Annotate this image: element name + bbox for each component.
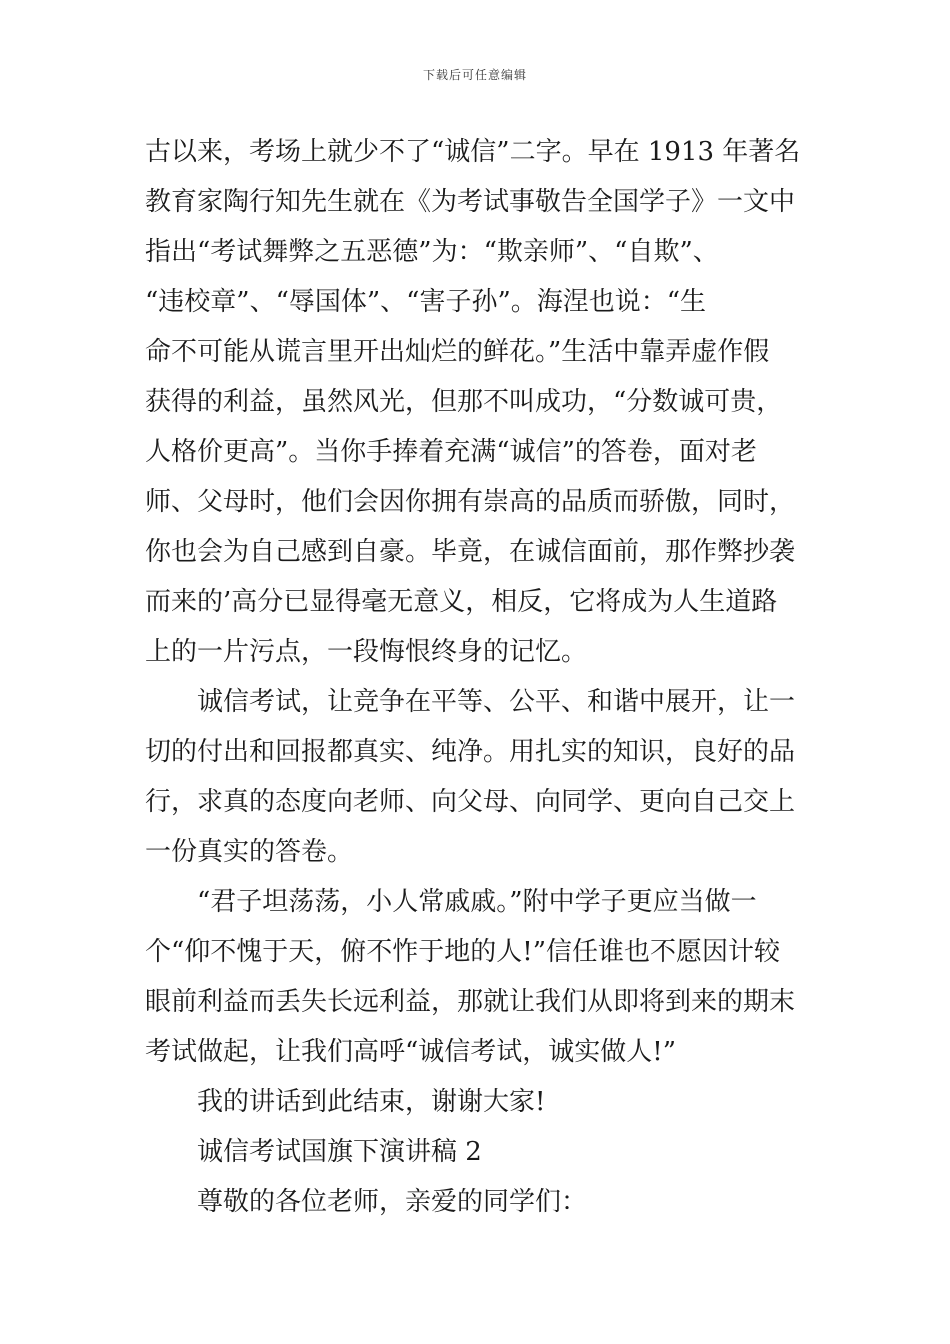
text-line: 师、父母时，他们会因你拥有崇高的品质而骄傲，同时， bbox=[145, 487, 796, 517]
text-line: 切的付出和回报都真实、纯净。用扎实的知识，良好的品 bbox=[145, 737, 796, 767]
text-line: 获得的利益，虽然风光，但那不叫成功，“分数诚可贵， bbox=[145, 387, 783, 417]
document-body bbox=[145, 127, 807, 1227]
paragraph-2 bbox=[145, 677, 807, 877]
text-line: 我的讲话到此结束，谢谢大家! bbox=[197, 1087, 546, 1117]
paragraph-1 bbox=[145, 127, 807, 677]
text-line: 古以来，考场上就少不了“诚信”二字。早在 1913 年著名 bbox=[145, 137, 801, 167]
text-line: “君子坦荡荡，小人常戚戚。”附中学子更应当做一 bbox=[197, 887, 757, 917]
text-line: 上的一片污点，一段悔恨终身的记忆。 bbox=[145, 637, 588, 667]
closing-remark bbox=[145, 1077, 807, 1127]
salutation bbox=[145, 1177, 807, 1227]
text-line: 眼前利益而丢失长远利益，那就让我们从即将到来的期末 bbox=[145, 987, 796, 1017]
paragraph-3 bbox=[145, 877, 807, 1077]
text-line: 行，求真的态度向老师、向父母、向同学、更向自己交上 bbox=[145, 787, 796, 817]
text-line: 一份真实的答卷。 bbox=[145, 837, 354, 867]
section-title bbox=[145, 1127, 807, 1177]
text-line: 考试做起，让我们高呼“诚信考试，诚实做人!” bbox=[145, 1037, 677, 1067]
text-line: 教育家陶行知先生就在《为考试事敬告全国学子》一文中 bbox=[145, 187, 796, 217]
text-line: 尊敬的各位老师，亲爱的同学们： bbox=[197, 1187, 588, 1217]
text-line: 诚信考试，让竞争在平等、公平、和谐中展开，让一 bbox=[197, 687, 796, 717]
text-line: 而来的’高分已显得毫无意义，相反，它将成为人生道路 bbox=[145, 587, 778, 617]
text-line: 个“仰不愧于天，俯不怍于地的人!”信任谁也不愿因计较 bbox=[145, 937, 781, 967]
page-header: 下载后可任意编辑 bbox=[422, 68, 527, 82]
text-line: 你也会为自己感到自豪。毕竟，在诚信面前，那作弊抄袭 bbox=[145, 537, 796, 567]
text-line: 命不可能从谎言里开出灿烂的鲜花。”生活中靠弄虚作假 bbox=[145, 337, 770, 367]
text-line: 诚信考试国旗下演讲稿 2 bbox=[197, 1137, 482, 1167]
text-line: 指出“考试舞弊之五恶德”为：“欺亲师”、“自欺”、 bbox=[145, 237, 719, 267]
text-line: “违校章”、“辱国体”、“害子孙”。海涅也说：“生 bbox=[145, 287, 707, 317]
text-line: 人格价更高”。当你手捧着充满“诚信”的答卷，面对老 bbox=[145, 437, 757, 467]
